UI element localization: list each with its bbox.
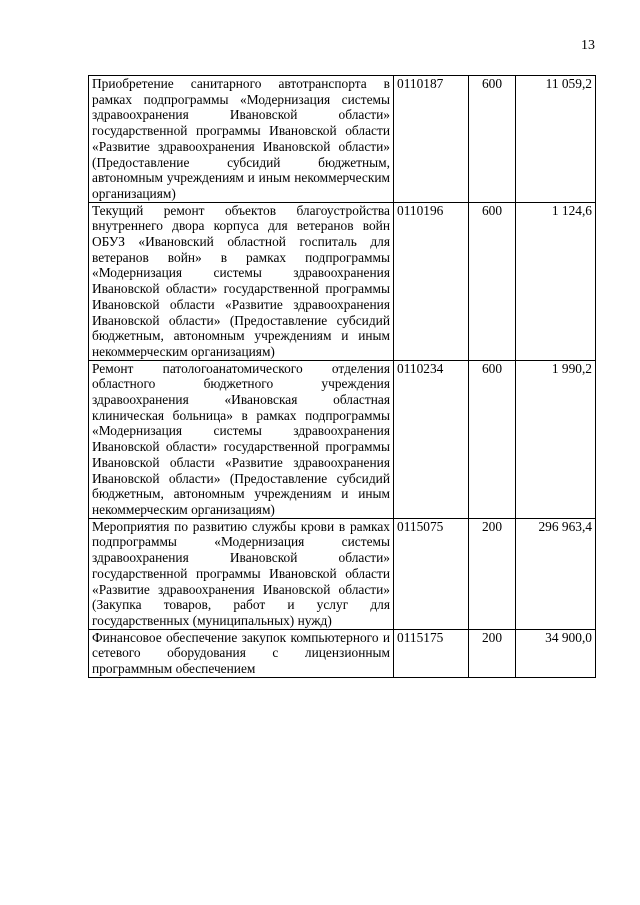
table-row xyxy=(89,518,596,629)
row-description: Финансовое обеспечение закупок компьютерного и сетевого оборудования с лицензионным программным обеспечением xyxy=(89,629,394,677)
row-amount: 11 059,2 xyxy=(516,76,596,203)
row-expense-type: 600 xyxy=(469,76,516,203)
row-expense-type: 200 xyxy=(469,629,516,677)
table-row xyxy=(89,360,596,518)
row-description: Мероприятия по развитию службы крови в рамках подпрограммы «Модернизация системы здравоохранения Ивановской области» государственной программы Ивановской области «Развитие здравоохранения Ивановской области» (Закупка товаров, работ и услуг для государственных (муниципальных) нужд) xyxy=(89,518,394,629)
row-expense-type: 600 xyxy=(469,202,516,360)
row-target-code: 0110187 xyxy=(394,76,469,203)
page-number: 13 xyxy=(581,38,595,53)
row-amount: 1 990,2 xyxy=(516,360,596,518)
table-row xyxy=(89,202,596,360)
row-target-code: 0115075 xyxy=(394,518,469,629)
row-expense-type: 600 xyxy=(469,360,516,518)
row-target-code: 0110196 xyxy=(394,202,469,360)
row-description: Ремонт патологоанатомического отделения областного бюджетного учреждения здравоохранения «Ивановская областная клиническая больница» в рамках подпрограммы «Модернизация системы здравоохранения Ивановской области» государственной программы Ивановской области «Развитие здравоохранения Ивановской области» (Предоставление субсидий бюджетным, автономным учреждениям и иным некоммерческим организациям) xyxy=(89,360,394,518)
row-expense-type: 200 xyxy=(469,518,516,629)
row-description: Приобретение санитарного автотранспорта в рамках подпрограммы «Модернизация системы здравоохранения Ивановской области» государственной программы Ивановской области «Развитие здравоохранения Ивановской области» (Предоставление субсидий бюджетным, автономным учреждениям и иным некоммерческим организациям) xyxy=(89,76,394,203)
table-row xyxy=(89,629,596,677)
row-target-code: 0110234 xyxy=(394,360,469,518)
budget-table xyxy=(88,75,596,678)
table-row xyxy=(89,76,596,203)
row-target-code: 0115175 xyxy=(394,629,469,677)
row-amount: 1 124,6 xyxy=(516,202,596,360)
row-amount: 296 963,4 xyxy=(516,518,596,629)
row-amount: 34 900,0 xyxy=(516,629,596,677)
row-description: Текущий ремонт объектов благоустройства внутреннего двора корпуса для ветеранов войн ОБУЗ «Ивановский областной госпиталь для ветеранов войн» в рамках подпрограммы «Модернизация системы здравоохранения Ивановской области» государственной программы Ивановской области «Развитие здравоохранения Ивановской области» (Предоставление субсидий бюджетным, автономным учреждениям и иным некоммерческим организациям) xyxy=(89,202,394,360)
